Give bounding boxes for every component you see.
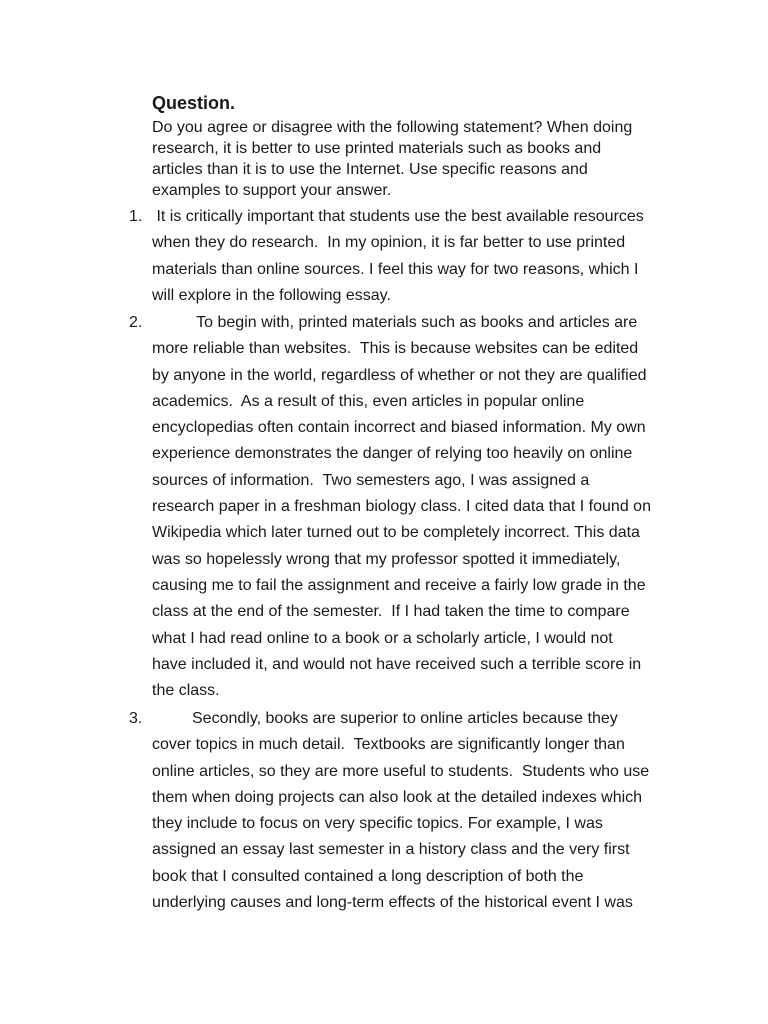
prompt-line: articles than it is to use the Internet. Use specific reasons and: [152, 161, 588, 178]
text-line: causing me to fail the assignment and receive a fairly low grade in the: [152, 576, 646, 594]
text-line: Wikipedia which later turned out to be completely incorrect. This data: [152, 524, 640, 542]
text-line: was so hopelessly wrong that my professor spotted it immediately,: [152, 550, 621, 568]
text-line: what I had read online to a book or a scholarly article, I would not: [152, 629, 613, 647]
text-line: encyclopedias often contain incorrect and biased information. My own: [152, 419, 646, 437]
text-line: materials than online sources. I feel this way for two reasons, which I: [152, 260, 639, 278]
prompt-line: examples to support your answer.: [152, 182, 392, 199]
text-line: underlying causes and long-term effects of the historical event I was: [152, 894, 633, 912]
text-line: To begin with, printed materials such as books and articles are: [152, 314, 638, 331]
paragraph-number: 2.: [129, 314, 143, 331]
text-line: the class.: [152, 682, 220, 700]
text-line: assigned an essay last semester in a history class and the very first: [152, 841, 630, 859]
paragraph-body: [152, 310, 672, 704]
text-line: Secondly, books are superior to online articles because they: [152, 710, 618, 727]
paragraph-number: 1.: [129, 208, 143, 225]
text-line: by anyone in the world, regardless of whether or not they are qualified: [152, 366, 647, 384]
text-line: book that I consulted contained a long description of both the: [152, 867, 584, 885]
text-line: have included it, and would not have received such a terrible score in: [152, 655, 642, 673]
text-line: cover topics in much detail. Textbooks are significantly longer than: [152, 736, 625, 754]
text-line: It is critically important that students use the best available resources: [152, 208, 644, 225]
paragraph-body: [152, 204, 672, 309]
text-line: online articles, so they are more useful to students. Students who use: [152, 762, 650, 780]
text-line: experience demonstrates the danger of relying too heavily on online: [152, 445, 633, 463]
question-heading: Question.: [152, 93, 236, 113]
paragraph-body: [152, 706, 672, 916]
prompt-line: Do you agree or disagree with the following statement? When doing: [152, 119, 633, 136]
text-line: them when doing projects can also look at the detailed indexes which: [152, 788, 643, 806]
text-line: sources of information. Two semesters ago, I was assigned a: [152, 471, 590, 489]
text-line: they include to focus on very specific topics. For example, I was: [152, 815, 603, 833]
text-line: when they do research. In my opinion, it is far better to use printed: [152, 234, 626, 252]
question-prompt: [152, 117, 672, 201]
text-line: will explore in the following essay.: [152, 286, 391, 304]
text-line: academics. As a result of this, even articles in popular online: [152, 392, 585, 410]
text-line: research paper in a freshman biology class. I cited data that I found on: [152, 498, 651, 516]
paragraph-number: 3.: [129, 710, 143, 727]
text-line: more reliable than websites. This is because websites can be edited: [152, 340, 639, 358]
prompt-line: research, it is better to use printed materials such as books and: [152, 140, 602, 157]
text-line: class at the end of the semester. If I had taken the time to compare: [152, 603, 630, 621]
